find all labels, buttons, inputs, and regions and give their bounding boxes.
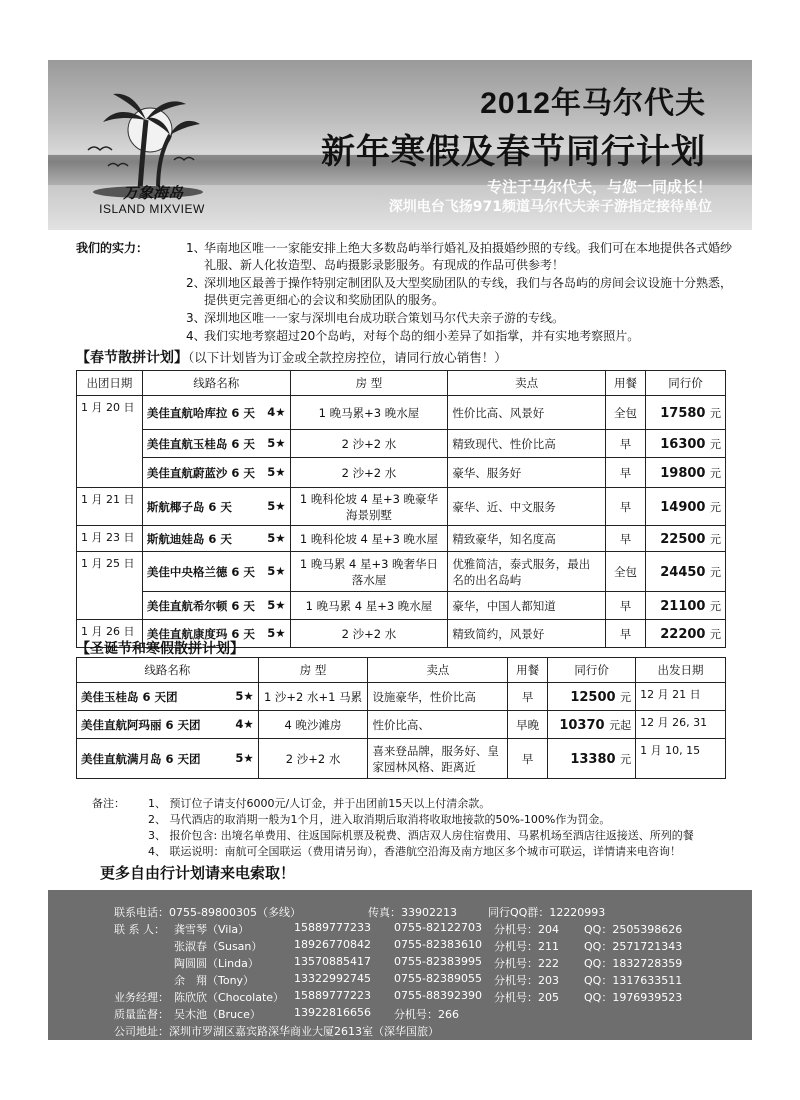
table-row: 美佳直航满月岛 6 天团 5★ 2 沙+2 水 喜来登品牌，服务好、皇家园林风格、距离近 早 13380 元 1 月 10, 15 — [77, 739, 726, 779]
table-row: 1 月 26 日 美佳直航康度玛 6 天 5★ 2 沙+2 水 精致简约，风景好 早 22200 元 — [77, 620, 726, 648]
col-header: 卖点 — [368, 658, 508, 683]
strength-item: 4、 我们实地考察超过20个岛屿，对每个岛的细小差异了如指掌，并有实地考察照片。 — [186, 329, 640, 343]
table-row: 1 月 25 日 美佳中央格兰德 6 天 5★ 1 晚马累 4 星+3 晚奢华日落水屋 优雅简洁，泰式服务，最出名的出名岛屿 全包 24450 元 — [77, 552, 726, 592]
table-row: 美佳直航阿玛丽 6 天团 4★ 4 晚沙滩房 性价比高、 早晚 10370 元起 12 月 26, 31 — [77, 711, 726, 739]
table-row: 1 月 20 日 美佳直航哈库拉 6 天 4★ 1 晚马累+3 晚水屋 性价比高、风景好 全包 17580 元 — [77, 396, 726, 430]
note-item: 3、 报价包含: 出境名单费用、往返国际机票及税费、酒店双人房住宿费用、马累机场至酒店往返接送、所列的餐 — [148, 829, 694, 842]
col-header: 房 型 — [290, 371, 448, 396]
col-header: 线路名称 — [77, 658, 259, 683]
note-item: 1、 预订位子请支付6000元/人订金，并于出团前15天以上付清余款。 — [148, 797, 491, 810]
table-header-row — [77, 658, 726, 683]
col-header: 线路名称 — [142, 371, 290, 396]
xmas-table — [76, 657, 726, 779]
table-row: 1 月 23 日 斯航迪娃岛 6 天 5★ 1 晚科伦坡 4 星+3 晚水屋 精致豪华，知名度高 早 22500 元 — [77, 526, 726, 552]
header-banner — [48, 60, 752, 230]
notes-label: 备注： — [92, 797, 125, 810]
note-item: 4、 联运说明：南航可全国联运（费用请另询），香港航空沿海及南方地区多个城市可联运，详情请来电咨询！ — [148, 845, 681, 858]
slogan-radio: 深圳电台飞扬971频道马尔代夫亲子游指定接待单位 — [388, 199, 712, 215]
col-header: 同行价 — [548, 658, 636, 683]
col-header: 用餐 — [508, 658, 548, 683]
flyer-page — [48, 60, 752, 1040]
table-header-row — [77, 371, 726, 396]
strengths-section — [76, 240, 736, 346]
table-row: 1 月 21 日 斯航椰子岛 6 天 5★ 1 晚科伦坡 4 星+3 晚豪华海景别墅 豪华、近、中文服务 早 14900 元 — [77, 488, 726, 526]
strength-item: 3、 深圳地区唯一一家与深圳电台成功联合策划马尔代夫亲子游的专线。 — [186, 311, 565, 325]
xmas-section-title: 【圣诞节和寒假散拼计划】 — [76, 641, 244, 657]
slogan: 专注于马尔代夫，与您一同成长！ — [486, 178, 712, 196]
col-header: 卖点 — [448, 371, 606, 396]
table-row: 美佳直航玉桂岛 6 天 5★ 2 沙+2 水 精致现代、性价比高 早 16300 元 — [77, 430, 726, 458]
spring-section-title: 【春节散拼计划】（以下计划皆为订金或全款控房控位，请同行放心销售！） — [76, 350, 507, 366]
strength-item: 2、 深圳地区最善于操作特别定制团队及大型奖励团队的专线，我们与各岛屿的房间会议设施十分熟悉，提供更完善更细心的会议和奖励团队的服务。 — [186, 276, 733, 307]
table-row: 美佳直航蔚蓝沙 6 天 5★ 2 沙+2 水 豪华、服务好 早 19800 元 — [77, 458, 726, 488]
col-header: 同行价 — [645, 371, 725, 396]
logo-chinese-name: 万象海岛 — [122, 184, 183, 202]
logo-english-name: ISLAND MIXVIEW — [99, 202, 205, 216]
strengths-label: 我们的实力： — [76, 241, 149, 255]
table-row: 美佳玉桂岛 6 天团 5★ 1 沙+2 水+1 马累 设施豪华，性价比高 早 12500 元 12 月 21 日 — [77, 683, 726, 711]
page-subtitle: 新年寒假及春节同行计划 — [321, 133, 706, 171]
contact-section: 联系电话：0755-89800305（多线） 传真：33902213 同行QQ群：12220993 联 系 人： 龚雪琴（Vila） 15889777233 0755-82122703 分机号：204 QQ：2505398626 张淑春（Susan） 18926770842 0755-82383610 分机号：211 QQ：2571721343 陶圆圆（Linda） 13570885417 0755-82383995 分机号：222 QQ：1832728359 余 翔（Tony） 13322992745 0755-82389055 分机号：203 QQ：1317633511 业务经理： 陈欣欣（Chocolate） 15889777223 0755-88392390 分机号：205 QQ：1976939523 质量监督： 吴木池（Bruce） 13922816656 分机号：266 公司地址：深圳市罗湖区嘉宾路深华商业大厦2613室（深华国旅） — [48, 890, 752, 1040]
note-item: 2、 马代酒店的取消期一般为1个月，进入取消期后取消将收取地接款的50%-100%作为罚金。 — [148, 813, 611, 826]
page-title: 2012年马尔代夫 — [480, 87, 706, 120]
table-row: 美佳直航希尔顿 6 天 5★ 1 晚马累 4 星+3 晚水屋 豪华，中国人都知道 早 21100 元 — [77, 592, 726, 620]
notes-section — [92, 796, 742, 860]
col-header: 用餐 — [606, 371, 646, 396]
strength-item: 1、 华南地区唯一一家能安排上绝大多数岛屿举行婚礼及拍摄婚纱照的专线。我们可在本地提供各式婚纱礼服、新人化妆造型、岛屿摄影录影服务。有现成的作品可供参考！ — [186, 241, 733, 272]
col-header: 房 型 — [258, 658, 368, 683]
col-header: 出发日期 — [636, 658, 726, 683]
more-plans-callout: 更多自由行计划请来电索取！ — [100, 864, 296, 882]
col-header: 出团日期 — [77, 371, 143, 396]
spring-table — [76, 370, 726, 648]
